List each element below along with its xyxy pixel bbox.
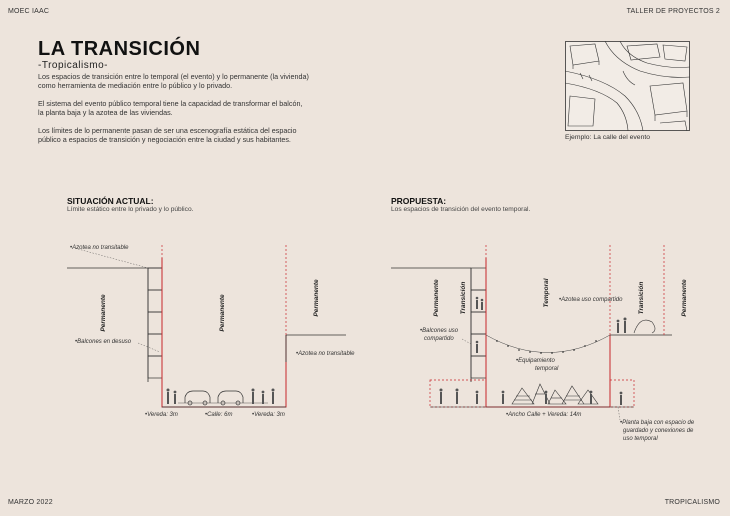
callout-planta-2: guardado y conexiones de xyxy=(623,428,694,434)
callout-vereda-right: •Vereda: 3m xyxy=(252,412,285,418)
paragraph-2: El sistema del evento público temporal tiene la capacidad de transformar el balcón, la planta baja y la azotea de las viviendas. xyxy=(38,99,303,118)
label-temporal-p: Temporal xyxy=(543,278,550,308)
callout-planta-3: uso temporal xyxy=(623,436,658,442)
callout-equipamiento-1: •Equipamiento xyxy=(516,358,555,364)
temporary-equipment xyxy=(512,384,598,404)
label-permanente-center: Permanente xyxy=(219,294,226,332)
header-left: MOEC IAAC xyxy=(8,8,50,15)
rooftop-canopy xyxy=(634,320,655,333)
paragraph-1: Los espacios de transición entre lo temporal (el evento) y lo permanente (la vivienda) como herramienta de mediación entre lo público y lo privado. xyxy=(38,72,309,91)
callout-calle: •Calle: 6m xyxy=(205,412,233,418)
label-transicion-p1: Transición xyxy=(460,281,467,315)
callout-equipamiento-2: temporal xyxy=(535,366,559,372)
callout-balcones-uso-2: compartido xyxy=(424,336,454,342)
label-permanente-p1: Permanente xyxy=(433,279,440,317)
actual-subtitle: Límite estático entre lo privado y lo público. xyxy=(67,206,194,213)
paragraph-3: Los límites de lo permanente pasan de ser una escenografía estática del espacio público a espacios de transición y negociación entre la ciudad y sus habitantes. xyxy=(38,126,297,145)
light-string xyxy=(486,335,610,353)
footer-left: MARZO 2022 xyxy=(8,499,53,506)
callout-vereda-left: •Vereda: 3m xyxy=(145,412,178,418)
callout-balcones-desuso: •Balcones en desuso xyxy=(75,339,132,345)
callout-ancho: •Ancho Calle + Vereda: 14m xyxy=(506,412,582,418)
label-permanente-p2: Permanente xyxy=(681,279,688,317)
footer-right: TROPICALISMO xyxy=(664,499,720,506)
page-title: LA TRANSICIÓN xyxy=(38,38,201,60)
label-transicion-p2: Transición xyxy=(638,281,645,315)
actual-title: SITUACIÓN ACTUAL: xyxy=(67,196,154,206)
callout-azotea-uso: •Azotea uso compartido xyxy=(559,297,623,303)
propuesta-title: PROPUESTA: xyxy=(391,196,447,206)
propuesta-subtitle: Los espacios de transición del evento temporal. xyxy=(391,206,531,213)
header-right: TALLER DE PROYECTOS 2 xyxy=(626,8,720,15)
page-subtitle: -Tropicalismo- xyxy=(38,60,108,71)
example-caption: Ejemplo: La calle del evento xyxy=(565,134,651,141)
callout-azotea-no-transitable-1: •Azotea no transitable xyxy=(70,245,129,251)
callout-balcones-uso-1: •Balcones uso xyxy=(420,328,459,334)
callout-planta-1: •Planta baja con espacio de xyxy=(620,420,695,426)
label-permanente-right: Permanente xyxy=(313,279,320,317)
label-permanente-left: Permanente xyxy=(100,294,107,332)
callout-azotea-no-transitable-2: •Azotea no transitable xyxy=(296,351,355,357)
